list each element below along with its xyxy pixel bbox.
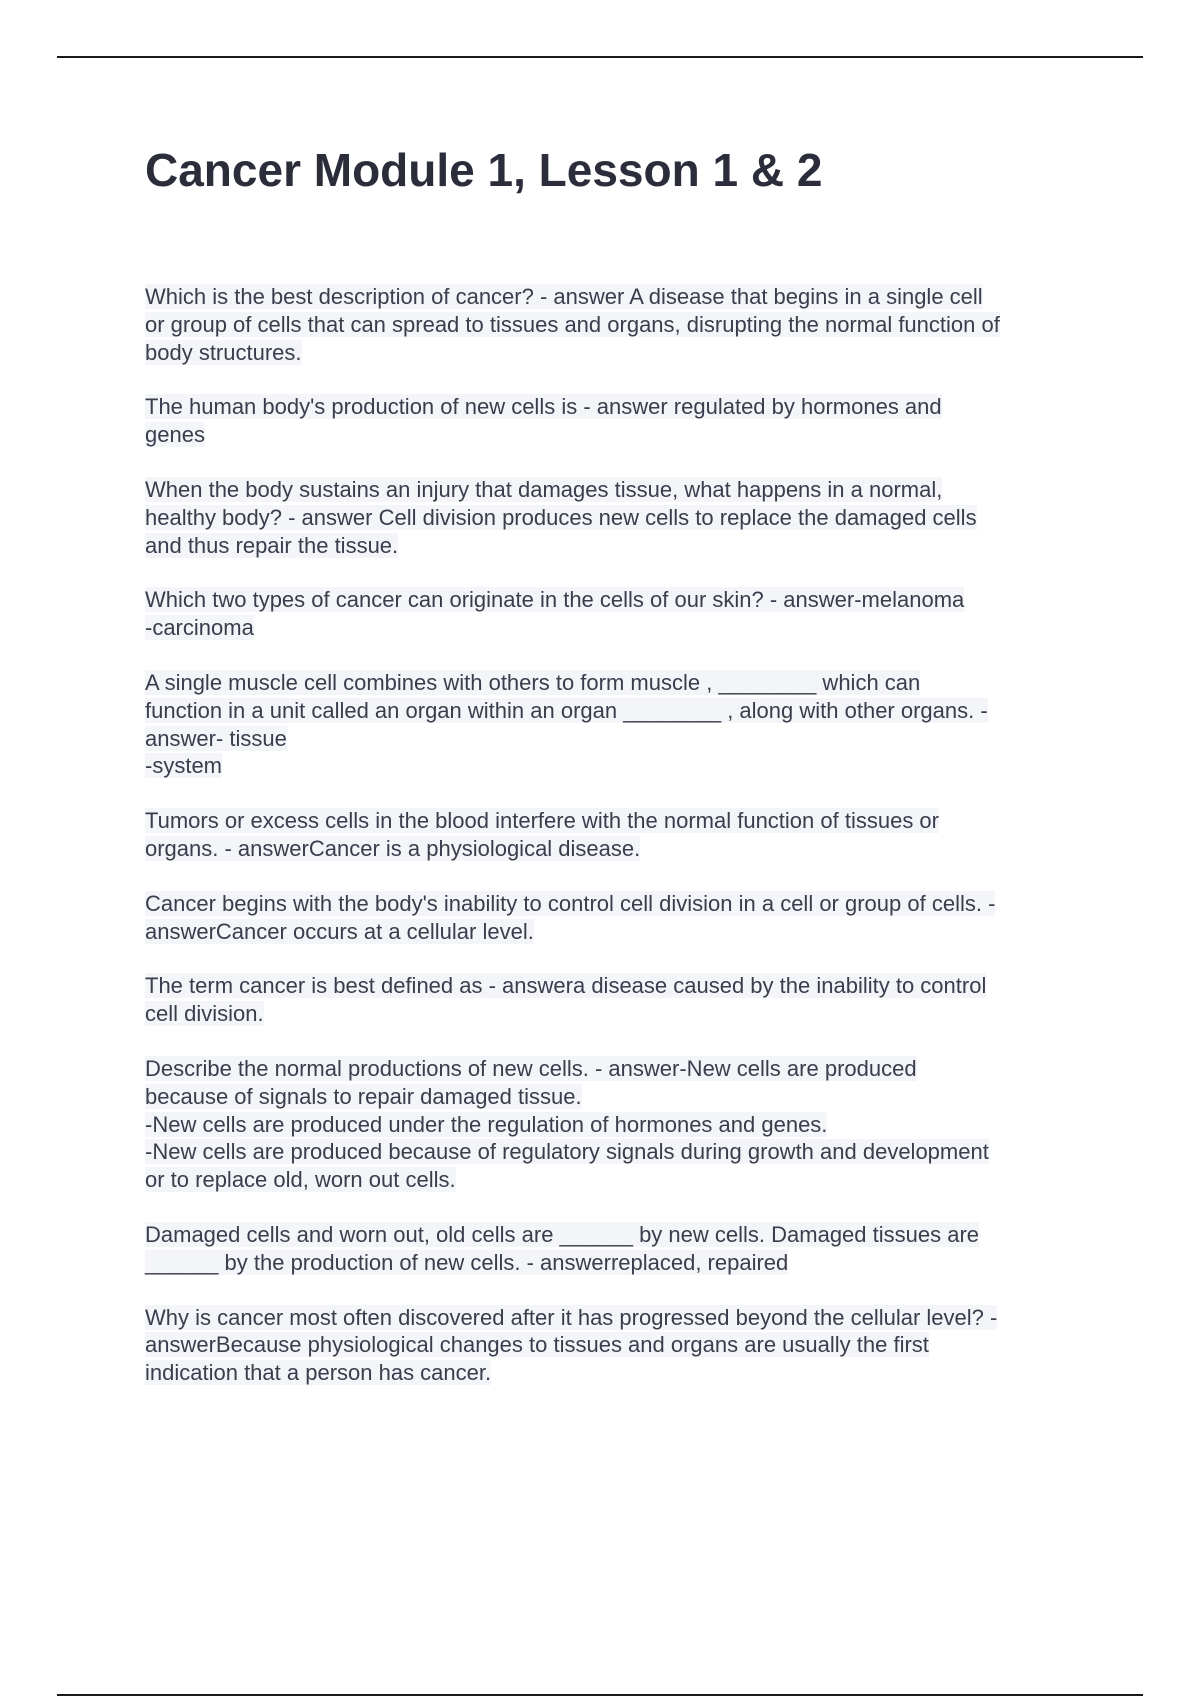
qa-line xyxy=(145,835,1095,863)
qa-item xyxy=(145,476,1095,559)
qa-line-text: -New cells are produced under the regulation of hormones and genes. xyxy=(145,1111,828,1137)
qa-line-text: body structures. xyxy=(145,339,302,365)
qa-line-text: Damaged cells and worn out, old cells are ______ by new cells. Damaged tissues are xyxy=(145,1221,980,1247)
qa-line xyxy=(145,339,1095,367)
qa-line xyxy=(145,283,1095,311)
qa-line xyxy=(145,1083,1095,1111)
qa-line-text: -system xyxy=(145,753,222,779)
qa-line-text: -carcinoma xyxy=(145,615,254,641)
qa-line-text: Describe the normal productions of new cells. - answer-New cells are produced xyxy=(145,1055,917,1081)
qa-line xyxy=(145,1166,1095,1194)
qa-line xyxy=(145,1304,1095,1332)
qa-item xyxy=(145,669,1095,780)
qa-line-text: indication that a person has cancer. xyxy=(145,1360,492,1386)
qa-line xyxy=(145,393,1095,421)
qa-item xyxy=(145,972,1095,1028)
qa-line-text: The term cancer is best defined as - answera disease caused by the inability to control xyxy=(145,973,987,999)
qa-list xyxy=(145,283,1095,1414)
qa-line xyxy=(145,421,1095,449)
qa-line xyxy=(145,614,1095,642)
qa-item xyxy=(145,393,1095,449)
qa-line-text: A single muscle cell combines with others to form muscle , ________ which can xyxy=(145,669,921,695)
qa-line-text: or to replace old, worn out cells. xyxy=(145,1167,456,1193)
qa-line-text: Which is the best description of cancer? - answer A disease that begins in a single cell xyxy=(145,284,983,309)
qa-line-text: Why is cancer most often discovered after it has progressed beyond the cellular level? - xyxy=(145,1304,998,1330)
qa-line-text: Which two types of cancer can originate in the cells of our skin? - answer-melanoma xyxy=(145,587,965,613)
qa-line xyxy=(145,890,1095,918)
qa-line-text: The human body's production of new cells is - answer regulated by hormones and xyxy=(145,394,942,420)
qa-line xyxy=(145,311,1095,339)
qa-item xyxy=(145,1055,1095,1194)
qa-line xyxy=(145,1055,1095,1083)
qa-line xyxy=(145,697,1095,725)
qa-line-text: ______ by the production of new cells. - answerreplaced, repaired xyxy=(145,1249,789,1275)
page-title: Cancer Module 1, Lesson 1 & 2 xyxy=(145,144,823,196)
qa-line xyxy=(145,972,1095,1000)
qa-line xyxy=(145,669,1095,697)
qa-line-text: or group of cells that can spread to tissues and organs, disrupting the normal function of xyxy=(145,311,1000,337)
qa-item xyxy=(145,1221,1095,1277)
qa-line-text: cell division. xyxy=(145,1001,264,1027)
qa-line xyxy=(145,1000,1095,1028)
qa-item xyxy=(145,283,1095,366)
qa-line xyxy=(145,725,1095,753)
qa-line xyxy=(145,1221,1095,1249)
qa-line-text: healthy body? - answer Cell division produces new cells to replace the damaged cells xyxy=(145,504,977,530)
qa-line xyxy=(145,807,1095,835)
qa-item xyxy=(145,586,1095,642)
qa-item xyxy=(145,1304,1095,1387)
qa-line-text: Cancer begins with the body's inability to control cell division in a cell or group of cells. - xyxy=(145,890,996,916)
qa-line xyxy=(145,586,1095,614)
qa-line-text: -New cells are produced because of regulatory signals during growth and development xyxy=(145,1139,989,1165)
qa-line xyxy=(145,476,1095,504)
qa-item xyxy=(145,807,1095,863)
qa-line-text: Tumors or excess cells in the blood interfere with the normal function of tissues or xyxy=(145,808,939,834)
qa-line xyxy=(145,504,1095,532)
qa-line-text: answerBecause physiological changes to tissues and organs are usually the first xyxy=(145,1332,929,1358)
qa-line xyxy=(145,1249,1095,1277)
qa-line xyxy=(145,752,1095,780)
qa-line-text: When the body sustains an injury that damages tissue, what happens in a normal, xyxy=(145,476,943,502)
qa-line-text: answer- tissue xyxy=(145,725,287,751)
qa-item xyxy=(145,890,1095,946)
qa-line-text: function in a unit called an organ within an organ ________ , along with other organs. - xyxy=(145,697,988,723)
qa-line xyxy=(145,1111,1095,1139)
qa-line-text: and thus repair the tissue. xyxy=(145,532,399,558)
qa-line xyxy=(145,532,1095,560)
qa-line-text: genes xyxy=(145,422,205,448)
qa-line xyxy=(145,1331,1095,1359)
qa-line xyxy=(145,918,1095,946)
bottom-rule xyxy=(57,1694,1143,1696)
qa-line-text: because of signals to repair damaged tissue. xyxy=(145,1083,582,1109)
qa-line xyxy=(145,1138,1095,1166)
qa-line xyxy=(145,1359,1095,1387)
qa-line-text: answerCancer occurs at a cellular level. xyxy=(145,918,534,944)
top-rule xyxy=(57,56,1143,58)
qa-line-text: organs. - answerCancer is a physiological disease. xyxy=(145,835,641,861)
